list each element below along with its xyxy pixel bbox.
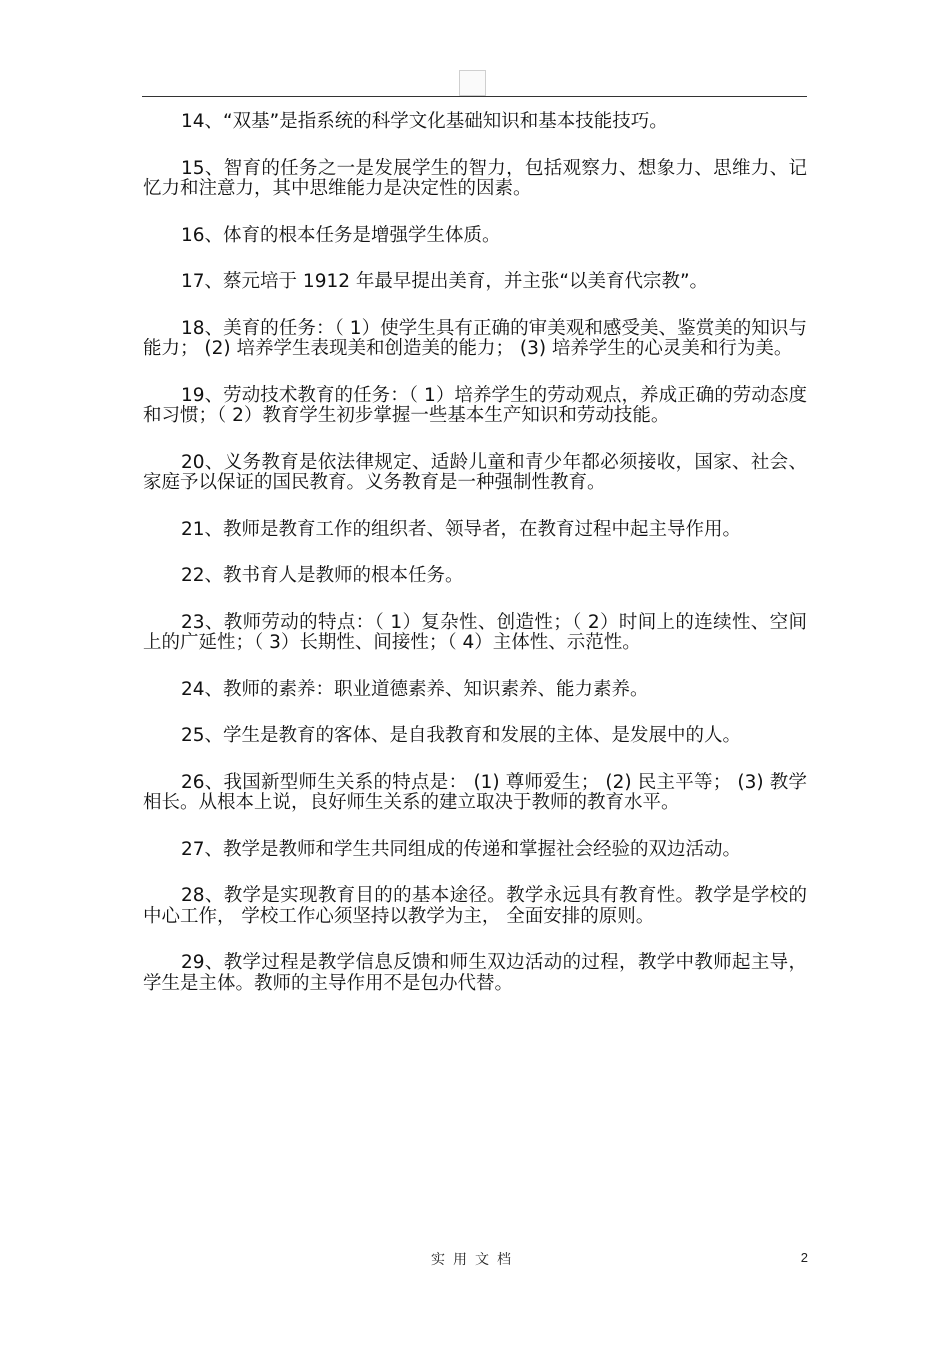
paragraph-22: 22、教书育人是教师的根本任务。	[181, 565, 464, 586]
paragraph-16: 16、体育的根本任务是增强学生体质。	[181, 224, 501, 246]
paragraph-15: 15、智育的任务之一是发展学生的智力，包括观察力、想象力、思维力、记忆力和注意力，其中思维能力是决定性的因素。	[143, 157, 807, 199]
paragraph-14: 14、“双基”是指系统的科学文化基础知识和基本技能技巧。	[181, 111, 668, 132]
header-divider	[142, 96, 807, 97]
page-number: 2	[800, 1250, 808, 1265]
paragraph-28: 28、教学是实现教育目的的基本途径。教学永远具有教育性。教学是学校的中心工作， 学校工作心须坚持以教学为主， 全面安排的原则。	[143, 885, 807, 927]
paragraph-27: 27、教学是教师和学生共同组成的传递和掌握社会经验的双边活动。	[181, 838, 742, 860]
header-logo-mark	[459, 70, 486, 96]
paragraph-21: 21、教师是教育工作的组织者、领导者，在教育过程中起主导作用。	[181, 518, 742, 540]
paragraph-18: 18、美育的任务：（ 1）使学生具有正确的审美观和感受美、鉴赏美的知识与能力； (2) 培养学生表现美和创造美的能力； (3) 培养学生的心灵美和行为美。	[143, 317, 807, 359]
paragraph-26: 26、我国新型师生关系的特点是： (1) 尊师爱生； (2) 民主平等； (3) 教学相长。从根本上说，良好师生关系的建立取决于教师的教育水平。	[143, 771, 807, 813]
paragraph-19: 19、劳动技术教育的任务：（ 1）培养学生的劳动观点，养成正确的劳动态度和习惯；（ 2）教育学生初步掌握一些基本生产知识和劳动技能。	[143, 384, 807, 426]
paragraph-23: 23、教师劳动的特点：（ 1）复杂性、创造性；（ 2）时间上的连续性、空间上的广延性；（ 3）长期性、间接性；（ 4）主体性、示范性。	[143, 611, 807, 653]
document-body	[143, 112, 807, 1020]
paragraph-25: 25、学生是教育的客体、是自我教育和发展的主体、是发展中的人。	[181, 725, 742, 746]
footer-title: 实用文档	[431, 1252, 519, 1268]
paragraph-20: 20、义务教育是依法律规定、适龄儿童和青少年都必须接收，国家、社会、家庭予以保证的国民教育。义务教育是一种强制性教育。	[143, 451, 807, 493]
paragraph-17: 17、蔡元培于 1912 年最早提出美育，并主张“以美育代宗教”。	[181, 271, 709, 292]
paragraph-29: 29、教学过程是教学信息反馈和师生双边活动的过程，教学中教师起主导，学生是主体。教师的主导作用不是包办代替。	[143, 952, 807, 994]
paragraph-24: 24、教师的素养：职业道德素养、知识素养、能力素养。	[181, 678, 649, 700]
